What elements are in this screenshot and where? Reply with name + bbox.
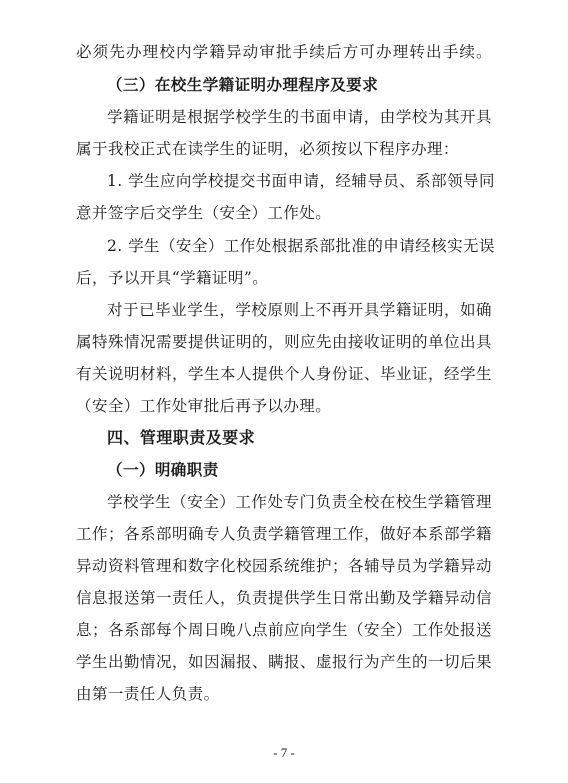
paragraph-line: 信息报送第一责任人，负责提供学生日常出勤及学籍异动信 [76,589,492,607]
paragraph-line: 意并签字后交学生（安全）工作处。 [76,204,332,222]
paragraph-line: 异动资料管理和数字化校园系统维护；各辅导员为学籍异动 [76,557,492,575]
section-subheading: （三）在校生学籍证明办理程序及要求 [107,75,379,94]
section-subheading: （一）明确职责 [107,460,219,479]
paragraph-line: 后，予以开具“学籍证明”。 [76,269,269,287]
paragraph-line: 有关说明材料，学生本人提供个人身份证、毕业证，经学生 [76,365,492,383]
paragraph-line: 工作；各系部明确专人负责学籍管理工作，做好本系部学籍 [76,525,492,543]
paragraph-line: 对于已毕业学生，学校原则上不再开具学籍证明，如确 [107,301,492,319]
page-number: - 7 - [273,745,295,760]
paragraph-line: 属特殊情况需要提供证明的，则应先由接收证明的单位出具 [76,333,492,351]
paragraph-line: 学校学生（安全）工作处专门负责全校在校生学籍管理 [107,493,492,511]
section-heading: 四、管理职责及要求 [107,428,256,447]
paragraph-line: 1. 学生应向学校提交书面申请，经辅导员、系部领导同 [107,172,495,190]
paragraph-line: 属于我校正式在读学生的证明，必须按以下程序办理： [76,140,459,158]
paragraph-line: 学籍证明是根据学校学生的书面申请，由学校为其开具 [107,108,492,126]
paragraph-line: （安全）工作处审批后再予以办理。 [76,397,332,415]
paragraph-line: 由第一责任人负责。 [76,685,220,703]
paragraph-line: 学生出勤情况，如因漏报、瞒报、虚报行为产生的一切后果 [76,653,492,671]
paragraph-line: 必须先办理校内学籍异动审批手续后方可办理转出手续。 [76,43,492,61]
paragraph-line: 息；各系部每个周日晚八点前应向学生（安全）工作处报送 [76,621,492,639]
paragraph-line: 2. 学生（安全）工作处根据系部批准的申请经核实无误 [107,237,495,255]
